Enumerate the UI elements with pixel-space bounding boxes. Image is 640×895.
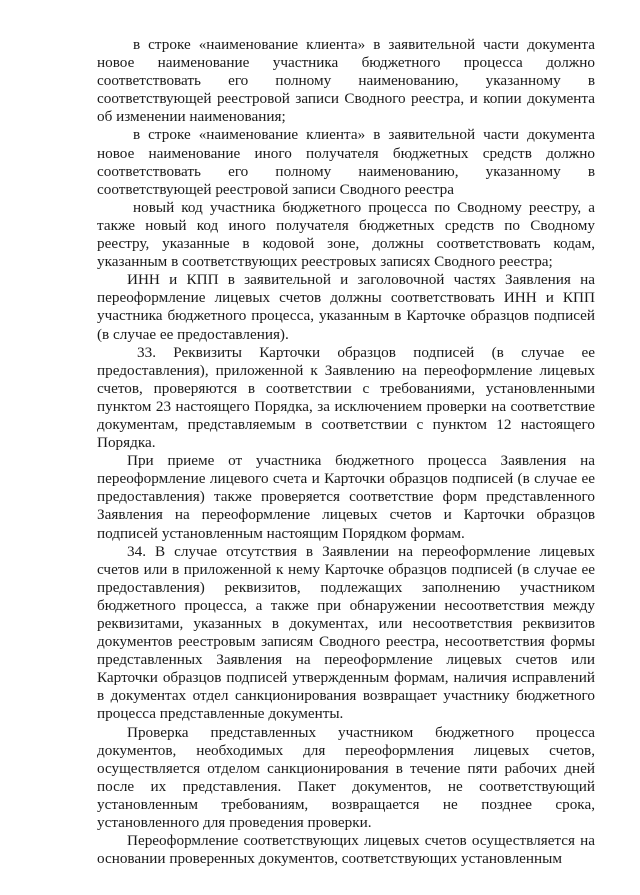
paragraph-inn-kpp: ИНН и КПП в заявительной и заголовочной частях Заявления на переоформление лицевых счетов должны соответствовать ИНН и КПП участника бюджетного процесса, указанным в Карточке образцов подписей (в случае ее предоставления). <box>97 271 595 343</box>
paragraph-client-name-participant: в строке «наименование клиента» в заявительной части документа новое наименование участника бюджетного процесса должно соответствовать его полному наименованию, указанному в соответствующей реестровой записи Сводного реестра, и копии документа об изменении наименования; <box>97 36 595 126</box>
paragraph-client-name-recipient: в строке «наименование клиента» в заявительной части документа новое наименование иного получателя бюджетных средств должно соответствовать его полному наименованию, указанному в соответствующей реестровой записи Сводного реестра <box>97 126 595 198</box>
paragraph-verification-term: Проверка представленных участником бюджетного процесса документов, необходимых для переоформления лицевых счетов, осуществляется отделом санкционирования в течение пяти рабочих дней после их представления. Пакет документов, не соответствующий установленным требованиям, возвращается не позднее срока, установленного для проведения проверки. <box>97 723 595 832</box>
paragraph-reissue-basis: Переоформление соответствующих лицевых счетов осуществляется на основании проверенных документов, соответствующих установленным <box>97 832 595 868</box>
paragraph-new-code: новый код участника бюджетного процесса по Сводному реестру, а также новый код иного получателя бюджетных средств по Сводному реестру, указанные в кодовой зоне, должны соответствовать кодам, указанным в соответствующих реестровых записях Сводного реестра; <box>97 198 595 271</box>
document-page <box>97 36 595 868</box>
paragraph-item-33: 33. Реквизиты Карточки образцов подписей (в случае ее предоставления), приложенной к Заявлению на переоформление лицевых счетов, проверяются в соответствии с требованиями, установленными пунктом 23 настоящего Порядка, за исключением проверки на соответствие документам, представляемым в соответствии с пунктом 12 настоящего Порядка. <box>97 343 595 452</box>
paragraph-item-34: 34. В случае отсутствия в Заявлении на переоформление лицевых счетов или в приложенной к нему Карточке образцов подписей (в случае ее предоставления) реквизитов, подлежащих заполнению участником бюджетного процесса, а также при обнаружении несоответствия между реквизитами, указанных в документах, или несоответствия реквизитов документов реестровым записям Сводного реестра, несоответствия формы представленных Заявления на переоформление лицевых счетов или Карточки образцов подписей утвержденным формам, наличия исправлений в документах отдел санкционирования возвращает участнику бюджетного процесса представленные документы. <box>97 542 595 723</box>
paragraph-reception-check: При приеме от участника бюджетного процесса Заявления на переоформление лицевого счета и Карточки образцов подписей (в случае ее предоставления) также проверяется соответствие форм представленного Заявления на переоформление лицевых счетов и Карточки образцов подписей установленным настоящим Порядком формам. <box>97 452 595 542</box>
